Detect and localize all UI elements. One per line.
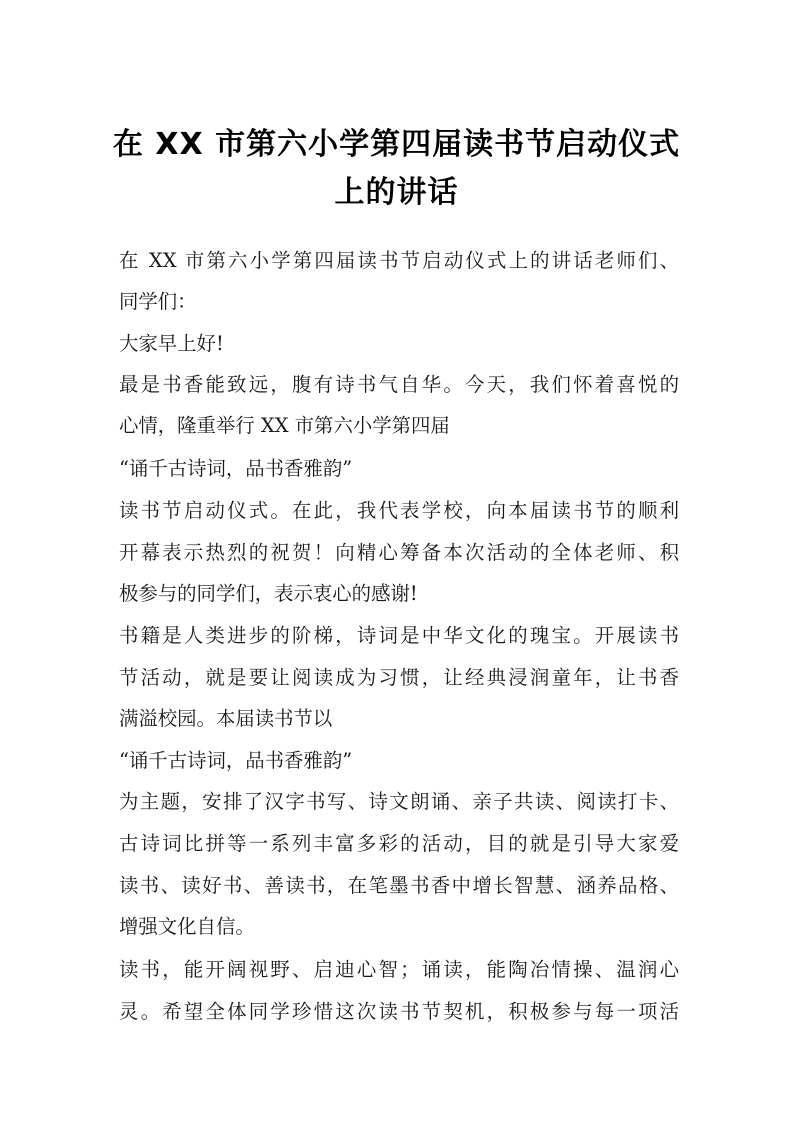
- body-line-1: 在 XX 市第六小学第四届读书节启动仪式上的讲话老师们、: [119, 249, 679, 272]
- body-line-14: 为主题，安排了汉字书写、诗文朗诵、亲子共读、阅读打卡、: [119, 790, 679, 813]
- body-line-9: 极参与的同学们，表示衷心的感谢!: [119, 582, 418, 605]
- body-line-16: 读书、读好书、善读书，在笔墨书香中增长智慧、涵养品格、: [119, 874, 679, 897]
- body-line-13: “诵千古诗词，品书香雅韵”: [119, 749, 353, 772]
- body-line-6: “诵千古诗词，品书香雅韵”: [119, 457, 353, 480]
- body-line-15: 古诗词比拼等一系列丰富多彩的活动，目的就是引导大家爱: [119, 832, 679, 855]
- body-line-7: 读书节启动仪式。在此，我代表学校，向本届读书节的顺利: [119, 499, 679, 522]
- body-line-2: 同学们：: [119, 290, 197, 313]
- body-line-12: 满溢校园。本届读书节以: [119, 707, 333, 730]
- body-line-19: 灵。希望全体同学珍惜这次读书节契机，积极参与每一项活: [119, 1000, 679, 1023]
- body-line-10: 书籍是人类进步的阶梯，诗词是中华文化的瑰宝。开展读书: [119, 624, 679, 647]
- body-line-18: 读书，能开阔视野、启迪心智；诵读，能陶冶情操、温润心: [119, 958, 679, 981]
- body-line-17: 增强文化自信。: [119, 915, 255, 938]
- body-line-8: 开幕表示热烈的祝贺！向精心筹备本次活动的全体老师、积: [119, 541, 679, 564]
- body-line-4: 最是书香能致远，腹有诗书气自华。今天，我们怀着喜悦的: [119, 373, 679, 396]
- body-line-11: 节活动，就是要让阅读成为习惯，让经典浸润童年，让书香: [119, 666, 679, 689]
- document-title-line-2: 上的讲话: [334, 175, 459, 210]
- body-line-5: 心情，隆重举行 XX 市第六小学第四届: [119, 414, 450, 437]
- body-line-3: 大家早上好!: [119, 332, 224, 355]
- document-title-line-1: 在 XX 市第六小学第四届读书节启动仪式: [112, 127, 681, 162]
